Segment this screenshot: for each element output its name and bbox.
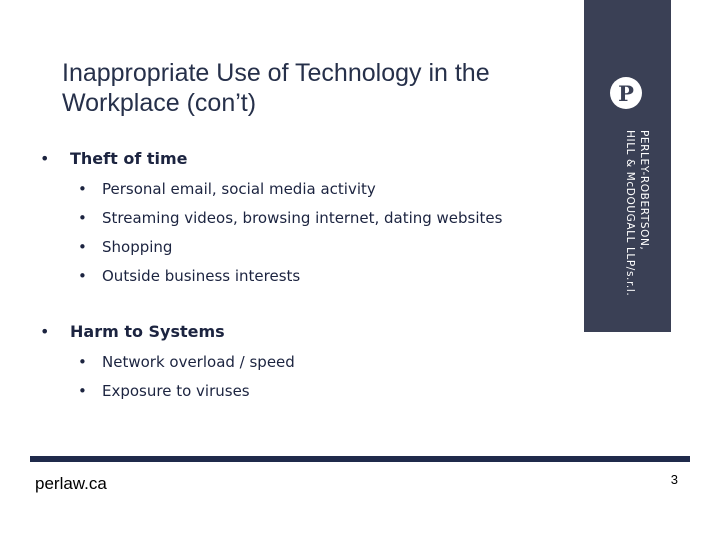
firm-name: [603, 130, 651, 300]
footer-website: perlaw.ca: [35, 474, 107, 493]
sub-bullet-text: Shopping: [102, 238, 173, 256]
bullet-icon: •: [78, 353, 87, 371]
bullet-heading-text: Theft of time: [70, 149, 188, 168]
bullet-heading: [40, 319, 580, 345]
perley-robertson-p-logo-icon: [610, 77, 642, 109]
sub-bullet-text: Exposure to viruses: [102, 382, 250, 400]
bullet-icon: •: [40, 149, 50, 168]
page-number: 3: [670, 472, 678, 487]
sub-bullet-list: [40, 175, 580, 291]
sub-bullet-item: [40, 204, 580, 233]
brand-block: [584, 0, 671, 332]
sub-bullet-text: Network overload / speed: [102, 353, 295, 371]
slide-title-line-2: Workplace (con’t): [62, 89, 257, 117]
firm-name-line-1: PERLEY-ROBERTSON,: [638, 130, 650, 251]
footer-divider: [30, 456, 690, 462]
sub-bullet-item: [40, 377, 580, 406]
bullet-content: [40, 146, 580, 406]
sub-bullet-text: Streaming videos, browsing internet, dating websites: [102, 209, 503, 227]
firm-name-line-2: HILL & McDOUGALL LLP/s.r.l.: [624, 130, 636, 297]
sub-bullet-item: [40, 233, 580, 262]
sub-bullet-text: Personal email, social media activity: [102, 180, 376, 198]
bullet-icon: •: [78, 267, 87, 285]
bullet-icon: •: [78, 180, 87, 198]
slide-title: [62, 58, 572, 118]
slide-title-line-1: Inappropriate Use of Technology in the: [62, 59, 490, 87]
bullet-icon: •: [40, 322, 50, 341]
bullet-group-harm-to-systems: [40, 319, 580, 406]
sub-bullet-text: Outside business interests: [102, 267, 301, 285]
bullet-icon: •: [78, 382, 87, 400]
sub-bullet-item: [40, 262, 580, 291]
sub-bullet-item: [40, 348, 580, 377]
sub-bullet-list: [40, 348, 580, 406]
bullet-group-theft-of-time: [40, 146, 580, 291]
logo-letter: P: [618, 80, 634, 106]
bullet-icon: •: [78, 209, 87, 227]
bullet-heading: [40, 146, 580, 172]
sub-bullet-item: [40, 175, 580, 204]
bullet-icon: •: [78, 238, 87, 256]
bullet-heading-text: Harm to Systems: [70, 322, 225, 341]
